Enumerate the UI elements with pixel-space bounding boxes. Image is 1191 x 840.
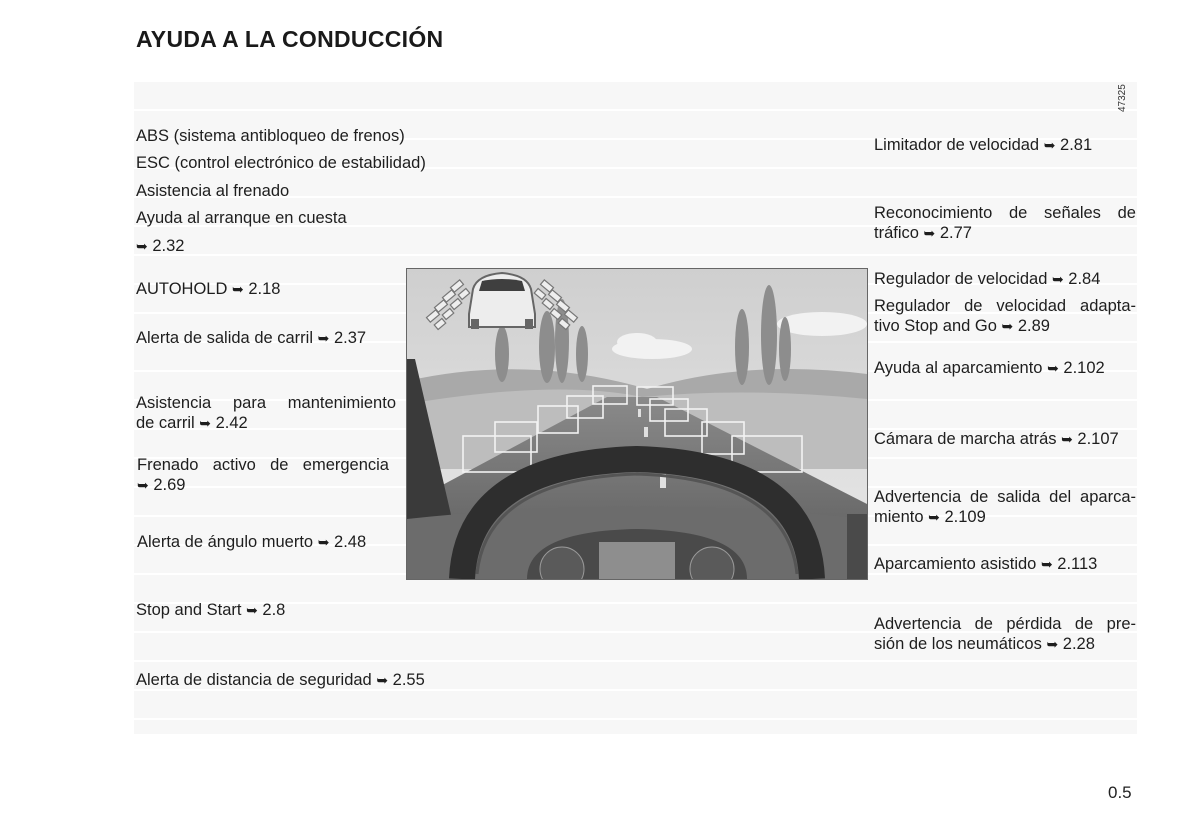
item-label: Aparcamiento asistido	[874, 555, 1037, 573]
reference-number: 2.18	[248, 280, 281, 298]
arrow-icon: ➥	[923, 225, 936, 241]
item-label: Stop and Start	[136, 601, 242, 619]
item-assisted-parking[interactable]	[874, 554, 1097, 574]
arrow-icon: ➥	[246, 602, 258, 618]
reference-number: 2.8	[262, 601, 286, 619]
item-label: Cámara de marcha atrás	[874, 430, 1057, 448]
item-label: Alerta de salida de carril	[136, 329, 314, 347]
arrow-icon: ➥	[376, 672, 389, 688]
reference-number: 2.113	[1057, 555, 1098, 573]
item-label: Alerta de ángulo muerto	[137, 533, 314, 551]
item-label-line2: miento	[874, 508, 924, 526]
item-safety-distance[interactable]	[136, 670, 425, 690]
arrow-icon: ➥	[928, 509, 940, 525]
arrow-icon: ➥	[1061, 431, 1073, 447]
reference-number: 2.69	[153, 476, 186, 494]
reference-number: 2.32	[152, 237, 185, 255]
reference-number: 2.77	[939, 224, 972, 242]
arrow-icon: ➥	[137, 477, 149, 493]
item-exit-warning[interactable]	[874, 487, 1136, 527]
item-rear-camera[interactable]	[874, 429, 1119, 449]
item-lane-departure[interactable]	[136, 328, 366, 348]
reference-number: 2.48	[334, 533, 367, 551]
item-label-line1: Regulador de velocidad adapta-	[874, 297, 1136, 315]
item-label-line2: tivo Stop and Go	[874, 317, 997, 335]
arrow-icon: ➥	[231, 281, 244, 297]
item-adaptive-cruise[interactable]	[874, 296, 1136, 336]
arrow-icon: ➥	[136, 238, 148, 254]
arrow-icon: ➥	[1043, 137, 1056, 153]
group-reference-link[interactable]	[136, 236, 184, 256]
reference-number: 2.89	[1017, 317, 1050, 335]
item-label-line1: Advertencia de salida del aparca-	[874, 488, 1136, 506]
item-label: AUTOHOLD	[136, 280, 228, 298]
arrow-icon: ➥	[1047, 360, 1059, 376]
item-label: Regulador de velocidad	[874, 270, 1048, 288]
arrow-icon: ➥	[317, 330, 330, 346]
reference-number: 2.102	[1063, 359, 1105, 377]
item-hill-start[interactable]: Ayuda al arranque en cuesta	[136, 209, 347, 227]
page-number: 0.5	[1108, 783, 1132, 802]
item-brake-assist[interactable]: Asistencia al frenado	[136, 182, 290, 200]
item-cruise-control[interactable]	[874, 269, 1100, 289]
item-emergency-braking[interactable]	[137, 455, 389, 495]
item-speed-limiter[interactable]	[874, 135, 1092, 155]
item-lane-keep[interactable]	[136, 393, 396, 433]
item-tyre-pressure[interactable]	[874, 614, 1136, 654]
reference-number: 2.84	[1068, 270, 1101, 288]
item-label-line1: Advertencia de pérdida de pre-	[874, 615, 1136, 633]
item-label: Alerta de distancia de seguridad	[136, 671, 372, 689]
arrow-icon: ➥	[199, 415, 212, 431]
arrow-icon: ➥	[1051, 271, 1064, 287]
arrow-icon: ➥	[1040, 556, 1053, 572]
figure-reference-code: 47325	[1117, 84, 1128, 112]
reference-number: 2.107	[1077, 430, 1119, 448]
item-label-line1: Reconocimiento de señales de	[874, 204, 1136, 222]
arrow-icon: ➥	[317, 534, 330, 550]
reference-number: 2.28	[1062, 635, 1095, 653]
item-label-line2: de carril	[136, 414, 195, 432]
item-label: Ayuda al aparcamiento	[874, 359, 1043, 377]
item-abs[interactable]: ABS (sistema antibloqueo de frenos)	[136, 127, 405, 145]
arrow-icon: ➥	[1001, 318, 1014, 334]
item-esc[interactable]: ESC (control electrónico de estabilidad)	[136, 154, 426, 172]
item-sign-recognition[interactable]	[874, 203, 1136, 243]
item-label-line1: Asistencia para mantenimiento	[136, 394, 396, 412]
item-label-line2: tráfico	[874, 224, 919, 242]
item-autohold[interactable]	[136, 279, 280, 299]
item-stop-start[interactable]	[136, 600, 285, 620]
reference-number: 2.55	[392, 671, 425, 689]
item-label: Frenado activo de emergencia	[137, 456, 389, 474]
driving-aid-illustration	[406, 268, 868, 580]
reference-number: 2.37	[333, 329, 367, 347]
page-title: AYUDA A LA CONDUCCIÓN	[136, 26, 444, 52]
item-label-line2: sión de los neumáticos	[874, 635, 1042, 653]
item-parking-assist[interactable]	[874, 358, 1105, 378]
side-display	[847, 514, 867, 579]
reference-number: 2.81	[1060, 136, 1093, 154]
cluster-screen	[599, 542, 675, 579]
item-blind-spot[interactable]	[137, 532, 366, 552]
arrow-icon: ➥	[1046, 636, 1059, 652]
item-label: Limitador de velocidad	[874, 136, 1040, 154]
reference-number: 2.42	[215, 414, 248, 432]
reference-number: 2.109	[944, 508, 986, 526]
